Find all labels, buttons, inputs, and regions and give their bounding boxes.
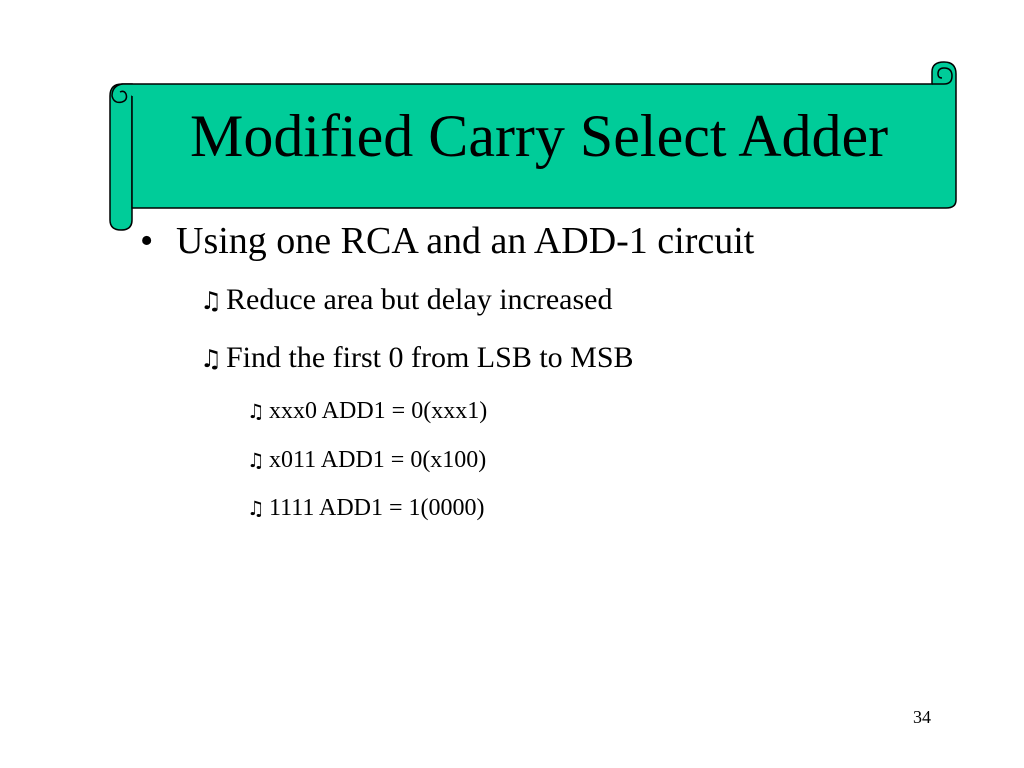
bullet-level-2 xyxy=(200,340,634,377)
bullet-text: Reduce area but delay increased xyxy=(226,283,613,316)
music-note-icon: ♫ xyxy=(247,400,265,423)
bullet-dot-icon: • xyxy=(140,220,154,262)
bullet-level-3 xyxy=(247,445,486,476)
bullet-level-1 xyxy=(140,218,754,264)
bullet-level-3 xyxy=(247,493,485,524)
slide-title: Modified Carry Select Adder xyxy=(190,103,889,169)
page-number: 34 xyxy=(913,707,931,727)
bullet-text: 1111 ADD1 = 1(0000) xyxy=(269,495,485,521)
music-note-icon: ♫ xyxy=(247,497,265,520)
music-note-icon: ♫ xyxy=(247,449,265,472)
music-note-icon: ♫ xyxy=(200,286,223,315)
bullet-level-3 xyxy=(247,396,487,427)
bullet-text: Using one RCA and an ADD-1 circuit xyxy=(176,220,755,262)
bullet-text: x011 ADD1 = 0(x100) xyxy=(269,447,487,473)
bullet-level-2 xyxy=(200,282,612,319)
music-note-icon: ♫ xyxy=(200,344,223,373)
bullet-text: xxx0 ADD1 = 0(xxx1) xyxy=(269,398,488,424)
bullet-text: Find the first 0 from LSB to MSB xyxy=(226,341,634,374)
